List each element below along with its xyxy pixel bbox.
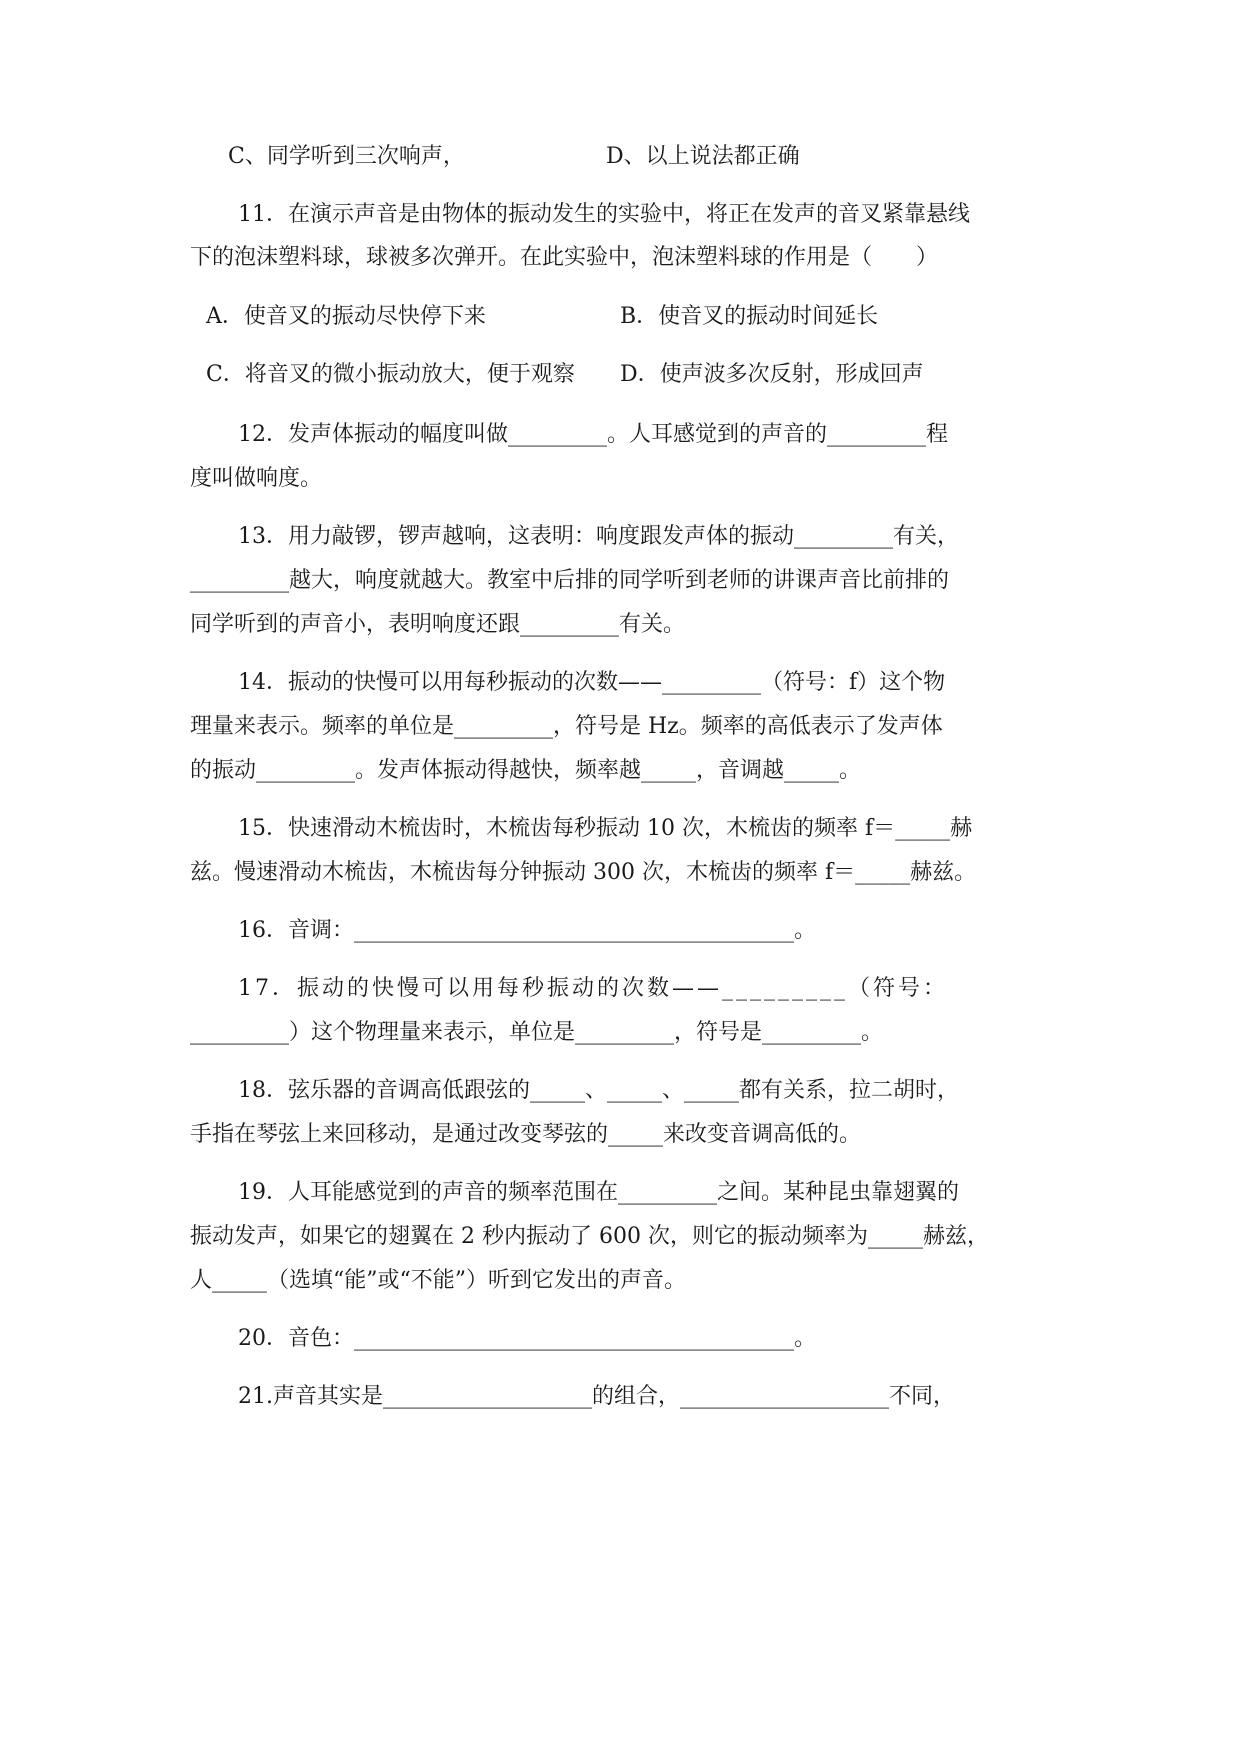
q14-line-2: 理量来表示。频率的单位是_________，符号是 Hz。频率的高低表示了发声体 [190,714,943,739]
q11-option-c: C．将音叉的微小振动放大，便于观察 [206,362,575,387]
q11-option-b: B．使音叉的振动时间延长 [620,304,879,329]
q13-line-1: 13．用力敲锣，锣声越响，这表明：响度跟发声体的振动_________有关， [238,524,959,549]
q20-line: 20．音色：________________________________________。 [238,1326,816,1351]
q18-line-1: 18．弦乐器的音调高低跟弦的_____、_____、_____都有关系，拉二胡时， [238,1078,959,1103]
q15-line-2: 兹。慢速滑动木梳齿，木梳齿每分钟振动 300 次，木梳齿的频率 f＝_____赫兹。 [190,860,977,885]
q17-line-2: _________）这个物理量来表示，单位是_________，符号是_________。 [190,1020,884,1045]
q19-line-1: 19．人耳能感觉到的声音的频率范围在_________之间。某种昆虫靠翅翼的 [238,1180,959,1205]
q16-line: 16．音调：________________________________________。 [238,918,816,943]
q17-line-1: 17．振动的快慢可以用每秒振动的次数——_________（符号： [238,976,948,1001]
q12-line-1: 12．发声体振动的幅度叫做_________。人耳感觉到的声音的_________程 [238,422,948,447]
q14-line-3: 的振动_________。发声体振动得越快，频率越_____，音调越_____。 [190,758,862,783]
q11-option-a: A．使音叉的振动尽快停下来 [206,304,486,329]
q10-option-d: D、以上说法都正确 [606,144,800,169]
q19-line-2: 振动发声，如果它的翅翼在 2 秒内振动了 600 次，则它的振动频率为_____赫兹， [190,1224,989,1249]
q21-line-1: 21.声音其实是___________________的组合，___________________不同， [238,1384,955,1409]
q11-option-d: D．使声波多次反射，形成回声 [620,362,924,387]
q14-line-1: 14．振动的快慢可以用每秒振动的次数——_________（符号：f）这个物 [238,670,946,695]
q13-line-2: _________越大，响度就越大。教室中后排的同学听到老师的讲课声音比前排的 [190,568,950,593]
q11-line-1: 11．在演示声音是由物体的振动发生的实验中，将正在发声的音叉紧靠悬线 [238,202,970,227]
q19-line-3: 人_____（选填“能”或“不能”）听到它发出的声音。 [190,1268,686,1293]
q12-line-2: 度叫做响度。 [190,466,323,491]
q10-option-c: C、同学听到三次响声， [228,144,465,169]
q13-line-3: 同学听到的声音小，表明响度还跟_________有关。 [190,612,686,637]
q18-line-2: 手指在琴弦上来回移动，是通过改变琴弦的_____来改变音调高低的。 [190,1122,862,1147]
q15-line-1: 15．快速滑动木梳齿时，木梳齿每秒振动 10 次，木梳齿的频率 f＝_____赫 [238,816,973,841]
q11-line-2: 下的泡沫塑料球，球被多次弹开。在此实验中，泡沫塑料球的作用是（ ） [190,245,939,270]
